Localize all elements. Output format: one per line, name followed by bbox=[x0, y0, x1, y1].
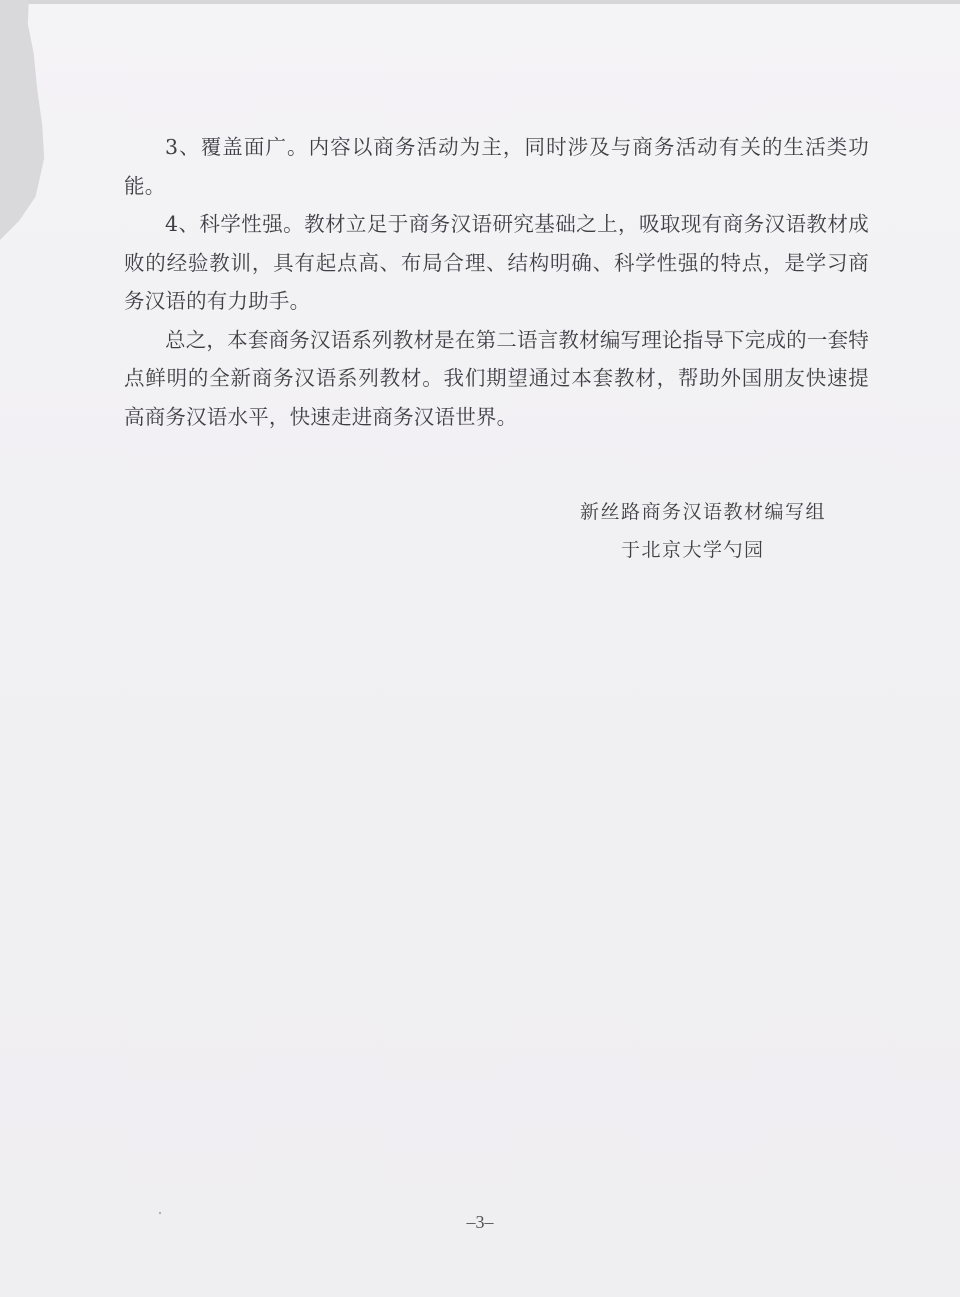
paragraph-scientific: 4、科学性强。教材立足于商务汉语研究基础之上，吸取现有商务汉语教材成败的经验教训，具有起点高、布局合理、结构明确、科学性强的特点，是学习商务汉语的有力助手。 bbox=[124, 212, 869, 313]
paragraph-coverage: 3、覆盖面广。内容以商务活动为主，同时涉及与商务活动有关的生活类功能。 bbox=[124, 135, 869, 198]
signature-place: 于北京大学勺园 bbox=[621, 539, 765, 561]
signature-author: 新丝路商务汉语教材编写组 bbox=[580, 501, 827, 523]
signature-block bbox=[580, 493, 826, 569]
scan-top-edge bbox=[0, 0, 960, 4]
paragraph-summary: 总之，本套商务汉语系列教材是在第二语言教材编写理论指导下完成的一套特点鲜明的全新商务汉语系列教材。我们期望通过本套教材，帮助外国朋友快速提高商务汉语水平，快速走进商务汉语世界。 bbox=[124, 327, 869, 429]
page-number: –3– bbox=[466, 1212, 494, 1232]
body-text bbox=[124, 128, 869, 436]
torn-page-edge bbox=[0, 0, 48, 240]
